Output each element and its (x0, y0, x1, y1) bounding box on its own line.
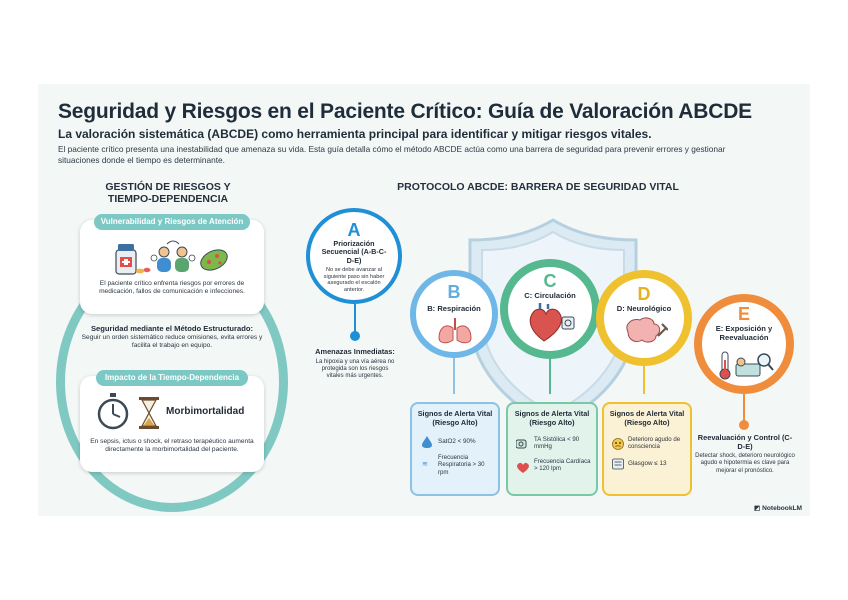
left-section-heading: GESTIÓN DE RIESGOS Y TIEMPO-DEPENDENCIA (105, 181, 231, 205)
step-a-threats-text: La hipoxia y una vía aérea no protegida son los riesgos vitales más urgentes. (315, 358, 395, 379)
page-subtitle: La valoración sistemática (ABCDE) como herramienta principal para identificar y mitigar riesgos vitales. (58, 127, 652, 141)
step-e-reevaluation-title: Reevaluación y Control (C-D-E) (697, 433, 793, 451)
bacteria-icon (198, 246, 231, 274)
step-a-connector (354, 304, 356, 334)
step-b-alert-title: Signos de Alerta Vital (Riesgo Alto) (417, 409, 493, 427)
vulnerability-pill: Vulnerabilidad y Riesgos de Atención (94, 214, 250, 230)
step-b-letter: B (447, 282, 461, 302)
notebooklm-icon: ◩ (754, 505, 761, 512)
notebooklm-logo (754, 504, 802, 512)
intro-paragraph: El paciente crítico presenta una inestabilidad que amenaza su vida. Esta guía detalla cómo el método ABCDE actúa como una barrera de seguridad para prevenir errores y gestionar situaciones donde el tiempo es determinante. (58, 144, 726, 165)
pills-icon (136, 268, 151, 274)
step-a-threats-title: Amenazas Inmediatas: (315, 347, 395, 356)
thermometer-icon (720, 352, 730, 379)
method-text: Seguir un orden sistemático reduce omisiones, evita errores y facilita el trabajo en equipo. (81, 334, 263, 350)
method-title: Seguridad mediante el Método Estructurado: (90, 324, 254, 333)
step-c-label: C: Circulación (524, 291, 576, 300)
step-c-circle (500, 259, 600, 359)
step-c-letter: C (543, 271, 557, 291)
step-e-circle (694, 294, 794, 394)
oxygen-drop-icon (422, 436, 432, 448)
bp-monitor-icon (562, 317, 574, 329)
step-e-dot (739, 420, 749, 430)
wind-icon: ≋ (422, 461, 428, 468)
step-a-title: Priorización Secuencial (A-B-C-D-E) (321, 239, 387, 265)
infographic-poster (38, 84, 810, 516)
time-dependence-text: En sepsis, ictus o shock, el retraso terapéutico aumenta directamente la morbimortalidad del paciente. (90, 438, 254, 454)
time-dependence-pill: Impacto de la Tiempo-Dependencia (96, 370, 248, 386)
step-d-sign1: Deterioro agudo de consciencia (628, 436, 681, 451)
communication-people-icon (151, 241, 195, 272)
step-a-circle (306, 208, 402, 304)
step-d-alert-title: Signos de Alerta Vital (Riesgo Alto) (609, 409, 685, 427)
glasgow-scale-icon (612, 458, 624, 470)
risk-icons (110, 238, 234, 276)
heart-icon (526, 303, 576, 343)
step-a-text: No se debe avanzar al siguiente paso sin haber asegurado el escalón anterior. (323, 267, 385, 293)
time-dependence-card (80, 373, 264, 472)
step-a-letter: A (347, 220, 361, 240)
step-c-alert-card (506, 402, 598, 496)
step-d-connector (643, 366, 645, 394)
step-c-sign2: Frecuencia Cardíaca > 120 lpm (534, 458, 591, 473)
step-a-threats (314, 348, 396, 380)
patient-bed-icon (736, 358, 760, 376)
morbimortality-label: Morbimortalidad (166, 406, 245, 417)
dizzy-face-icon (612, 438, 624, 450)
step-d-label: D: Neurológico (616, 304, 672, 313)
step-b-circle (410, 270, 498, 358)
exposure-icons (716, 350, 774, 380)
structured-method-block (80, 324, 264, 350)
step-a-dot (350, 331, 360, 341)
brain-icon (622, 316, 668, 346)
step-e-letter: E (737, 304, 750, 324)
protocol-heading: PROTOCOLO ABCDE: BARRERA DE SEGURIDAD VITAL (397, 181, 679, 193)
step-c-connector (549, 359, 551, 394)
step-c-alert-title: Signos de Alerta Vital (Riesgo Alto) (514, 409, 590, 427)
blood-pressure-icon (516, 438, 530, 450)
heart-rate-icon (516, 462, 530, 474)
vulnerability-text: El paciente crítico enfrenta riesgos por errores de medicación, fallos de comunicación e infecciones. (99, 280, 245, 296)
step-b-label: B: Respiración (427, 304, 481, 313)
lungs-icon (436, 316, 474, 346)
step-e-reevaluation (694, 434, 796, 475)
step-d-letter: D (637, 284, 651, 304)
vulnerability-card (80, 217, 264, 314)
step-e-reevaluation-text: Detectar shock, deterioro neurológico agudo e hipotermia es clave para mejorar el pronóstico. (695, 453, 795, 474)
hourglass-icon (138, 396, 160, 430)
step-b-connector (453, 358, 455, 394)
stopwatch-icon (96, 392, 130, 432)
step-c-sign1: TA Sistólica < 90 mmHg (534, 436, 580, 451)
step-b-sign1: SatO2 < 90% (438, 438, 476, 445)
step-d-circle (596, 270, 692, 366)
page-title: Seguridad y Riesgos en el Paciente Crítico: Guía de Valoración ABCDE (58, 100, 752, 123)
step-d-alert-card (602, 402, 692, 496)
step-b-sign2: Frecuencia Respiratoria > 30 rpm (438, 454, 485, 476)
step-d-sign2: Glasgow ≤ 13 (628, 460, 667, 467)
step-e-label: E: Exposición y Reevaluación (715, 324, 773, 342)
footer-brand: NotebookLM (762, 505, 803, 512)
step-b-alert-card (410, 402, 500, 496)
medication-bottle-icon (116, 244, 136, 274)
